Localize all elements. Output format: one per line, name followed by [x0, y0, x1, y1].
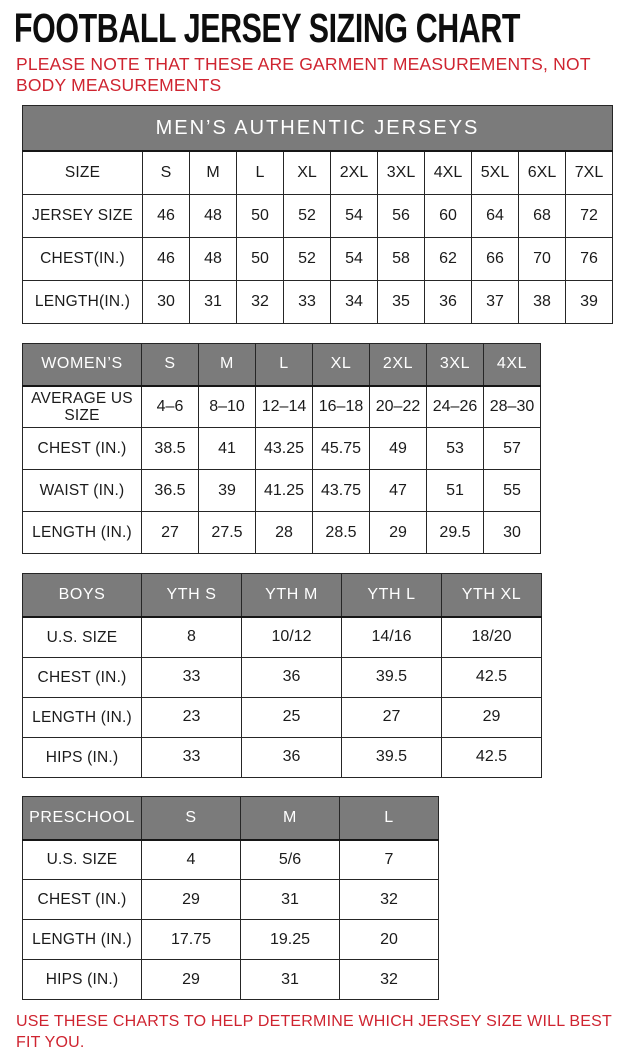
cell-value: 16–18 — [313, 386, 370, 428]
table-row — [23, 280, 613, 323]
cell-value: 8–10 — [199, 386, 256, 428]
cell-value: 51 — [427, 470, 484, 512]
cell-value: 46 — [143, 237, 190, 280]
row-label: LENGTH(IN.) — [23, 280, 143, 323]
cell-value: 7XL — [566, 151, 613, 194]
cell-value: 33 — [142, 657, 242, 697]
cell-value: 2XL — [331, 151, 378, 194]
column-header: XL — [313, 343, 370, 386]
mens-authentic-jerseys-table — [22, 105, 613, 324]
cell-value: 60 — [425, 194, 472, 237]
cell-value: 29 — [142, 960, 241, 1000]
cell-value: 29.5 — [427, 512, 484, 554]
cell-value: 50 — [237, 194, 284, 237]
cell-value: 54 — [331, 237, 378, 280]
mens-banner: MEN’S AUTHENTIC JERSEYS — [23, 106, 613, 152]
cell-value: 5/6 — [241, 840, 340, 880]
cell-value: 8 — [142, 617, 242, 657]
cell-value: 42.5 — [442, 737, 542, 777]
cell-value: 48 — [190, 237, 237, 280]
cell-value: 5XL — [472, 151, 519, 194]
womens-sizing-table — [22, 343, 541, 555]
cell-value: 30 — [143, 280, 190, 323]
column-header: 4XL — [484, 343, 541, 386]
column-header: M — [199, 343, 256, 386]
row-label: U.S. SIZE — [23, 840, 142, 880]
cell-value: 68 — [519, 194, 566, 237]
table-row — [23, 470, 541, 512]
cell-value: 34 — [331, 280, 378, 323]
cell-value: 58 — [378, 237, 425, 280]
table-row — [23, 657, 542, 697]
cell-value: 4–6 — [142, 386, 199, 428]
cell-value: 38.5 — [142, 428, 199, 470]
cell-value: 37 — [472, 280, 519, 323]
table-row — [23, 512, 541, 554]
row-label: WAIST (IN.) — [23, 470, 142, 512]
table-row — [23, 920, 439, 960]
cell-value: 24–26 — [427, 386, 484, 428]
cell-value: 4 — [142, 840, 241, 880]
cell-value: 20 — [340, 920, 439, 960]
cell-value: 72 — [566, 194, 613, 237]
cell-value: 25 — [242, 697, 342, 737]
cell-value: 46 — [143, 194, 190, 237]
womens-header-label: WOMEN’S — [23, 343, 142, 386]
cell-value: 33 — [142, 737, 242, 777]
cell-value: 20–22 — [370, 386, 427, 428]
column-header: M — [241, 796, 340, 840]
table-row — [23, 194, 613, 237]
cell-value: 32 — [340, 880, 439, 920]
cell-value: S — [143, 151, 190, 194]
row-label: LENGTH (IN.) — [23, 697, 142, 737]
cell-value: 29 — [370, 512, 427, 554]
row-label: CHEST(IN.) — [23, 237, 143, 280]
cell-value: XL — [284, 151, 331, 194]
cell-value: 52 — [284, 194, 331, 237]
cell-value: 41 — [199, 428, 256, 470]
cell-value: 39 — [566, 280, 613, 323]
cell-value: 47 — [370, 470, 427, 512]
column-header: YTH L — [342, 574, 442, 618]
garment-measurement-note: PLEASE NOTE THAT THESE ARE GARMENT MEASUREMENTS, NOT BODY MEASUREMENTS — [16, 54, 591, 95]
table-row — [23, 697, 542, 737]
cell-value: 29 — [142, 880, 241, 920]
fit-advice-note: USE THESE CHARTS TO HELP DETERMINE WHICH JERSEY SIZE WILL BEST FIT YOU. — [16, 1013, 612, 1051]
column-header: YTH XL — [442, 574, 542, 618]
mens-banner-row — [23, 106, 613, 152]
cell-value: 10/12 — [242, 617, 342, 657]
row-label: LENGTH (IN.) — [23, 920, 142, 960]
cell-value: 27.5 — [199, 512, 256, 554]
table-row — [23, 151, 613, 194]
cell-value: 43.75 — [313, 470, 370, 512]
cell-value: 28.5 — [313, 512, 370, 554]
row-label: AVERAGE US SIZE — [23, 386, 142, 428]
preschool-header-label: PRESCHOOL — [23, 796, 142, 840]
cell-value: 6XL — [519, 151, 566, 194]
column-header: YTH M — [242, 574, 342, 618]
column-header: S — [142, 343, 199, 386]
cell-value: 76 — [566, 237, 613, 280]
cell-value: M — [190, 151, 237, 194]
cell-value: 62 — [425, 237, 472, 280]
cell-value: 28 — [256, 512, 313, 554]
column-header: L — [256, 343, 313, 386]
row-label: CHEST (IN.) — [23, 657, 142, 697]
cell-value: 39 — [199, 470, 256, 512]
table-row — [23, 960, 439, 1000]
column-header: 3XL — [427, 343, 484, 386]
column-header: 2XL — [370, 343, 427, 386]
table-row — [23, 880, 439, 920]
cell-value: 57 — [484, 428, 541, 470]
boys-header-label: BOYS — [23, 574, 142, 618]
column-header: S — [142, 796, 241, 840]
row-label: SIZE — [23, 151, 143, 194]
cell-value: 32 — [340, 960, 439, 1000]
cell-value: 53 — [427, 428, 484, 470]
column-header: L — [340, 796, 439, 840]
cell-value: 42.5 — [442, 657, 542, 697]
cell-value: 12–14 — [256, 386, 313, 428]
cell-value: 32 — [237, 280, 284, 323]
cell-value: 14/16 — [342, 617, 442, 657]
table-row — [23, 840, 439, 880]
cell-value: 35 — [378, 280, 425, 323]
cell-value: 29 — [442, 697, 542, 737]
cell-value: 27 — [342, 697, 442, 737]
cell-value: 50 — [237, 237, 284, 280]
cell-value: 48 — [190, 194, 237, 237]
row-label: CHEST (IN.) — [23, 428, 142, 470]
preschool-sizing-table — [22, 796, 439, 1001]
table-row — [23, 428, 541, 470]
womens-header-row — [23, 343, 541, 386]
cell-value: 39.5 — [342, 657, 442, 697]
table-row — [23, 237, 613, 280]
page-title: FOOTBALL JERSEY SIZING CHART — [14, 5, 521, 51]
table-row — [23, 617, 542, 657]
cell-value: 64 — [472, 194, 519, 237]
cell-value: 31 — [241, 960, 340, 1000]
cell-value: 28–30 — [484, 386, 541, 428]
row-label: U.S. SIZE — [23, 617, 142, 657]
row-label: CHEST (IN.) — [23, 880, 142, 920]
row-label: LENGTH (IN.) — [23, 512, 142, 554]
cell-value: 45.75 — [313, 428, 370, 470]
row-label: HIPS (IN.) — [23, 960, 142, 1000]
cell-value: 31 — [241, 880, 340, 920]
cell-value: 70 — [519, 237, 566, 280]
boys-header-row — [23, 574, 542, 618]
preschool-header-row — [23, 796, 439, 840]
cell-value: 36 — [242, 657, 342, 697]
row-label: JERSEY SIZE — [23, 194, 143, 237]
cell-value: 23 — [142, 697, 242, 737]
row-label: HIPS (IN.) — [23, 737, 142, 777]
cell-value: 56 — [378, 194, 425, 237]
cell-value: 66 — [472, 237, 519, 280]
cell-value: 43.25 — [256, 428, 313, 470]
table-row — [23, 386, 541, 428]
cell-value: 31 — [190, 280, 237, 323]
cell-value: 3XL — [378, 151, 425, 194]
cell-value: 27 — [142, 512, 199, 554]
cell-value: 52 — [284, 237, 331, 280]
cell-value: 7 — [340, 840, 439, 880]
cell-value: 55 — [484, 470, 541, 512]
column-header: YTH S — [142, 574, 242, 618]
cell-value: 33 — [284, 280, 331, 323]
cell-value: L — [237, 151, 284, 194]
cell-value: 36 — [242, 737, 342, 777]
cell-value: 18/20 — [442, 617, 542, 657]
cell-value: 39.5 — [342, 737, 442, 777]
cell-value: 49 — [370, 428, 427, 470]
boys-sizing-table — [22, 573, 542, 778]
cell-value: 4XL — [425, 151, 472, 194]
cell-value: 41.25 — [256, 470, 313, 512]
cell-value: 36.5 — [142, 470, 199, 512]
table-row — [23, 737, 542, 777]
cell-value: 19.25 — [241, 920, 340, 960]
cell-value: 17.75 — [142, 920, 241, 960]
cell-value: 38 — [519, 280, 566, 323]
cell-value: 36 — [425, 280, 472, 323]
cell-value: 30 — [484, 512, 541, 554]
cell-value: 54 — [331, 194, 378, 237]
